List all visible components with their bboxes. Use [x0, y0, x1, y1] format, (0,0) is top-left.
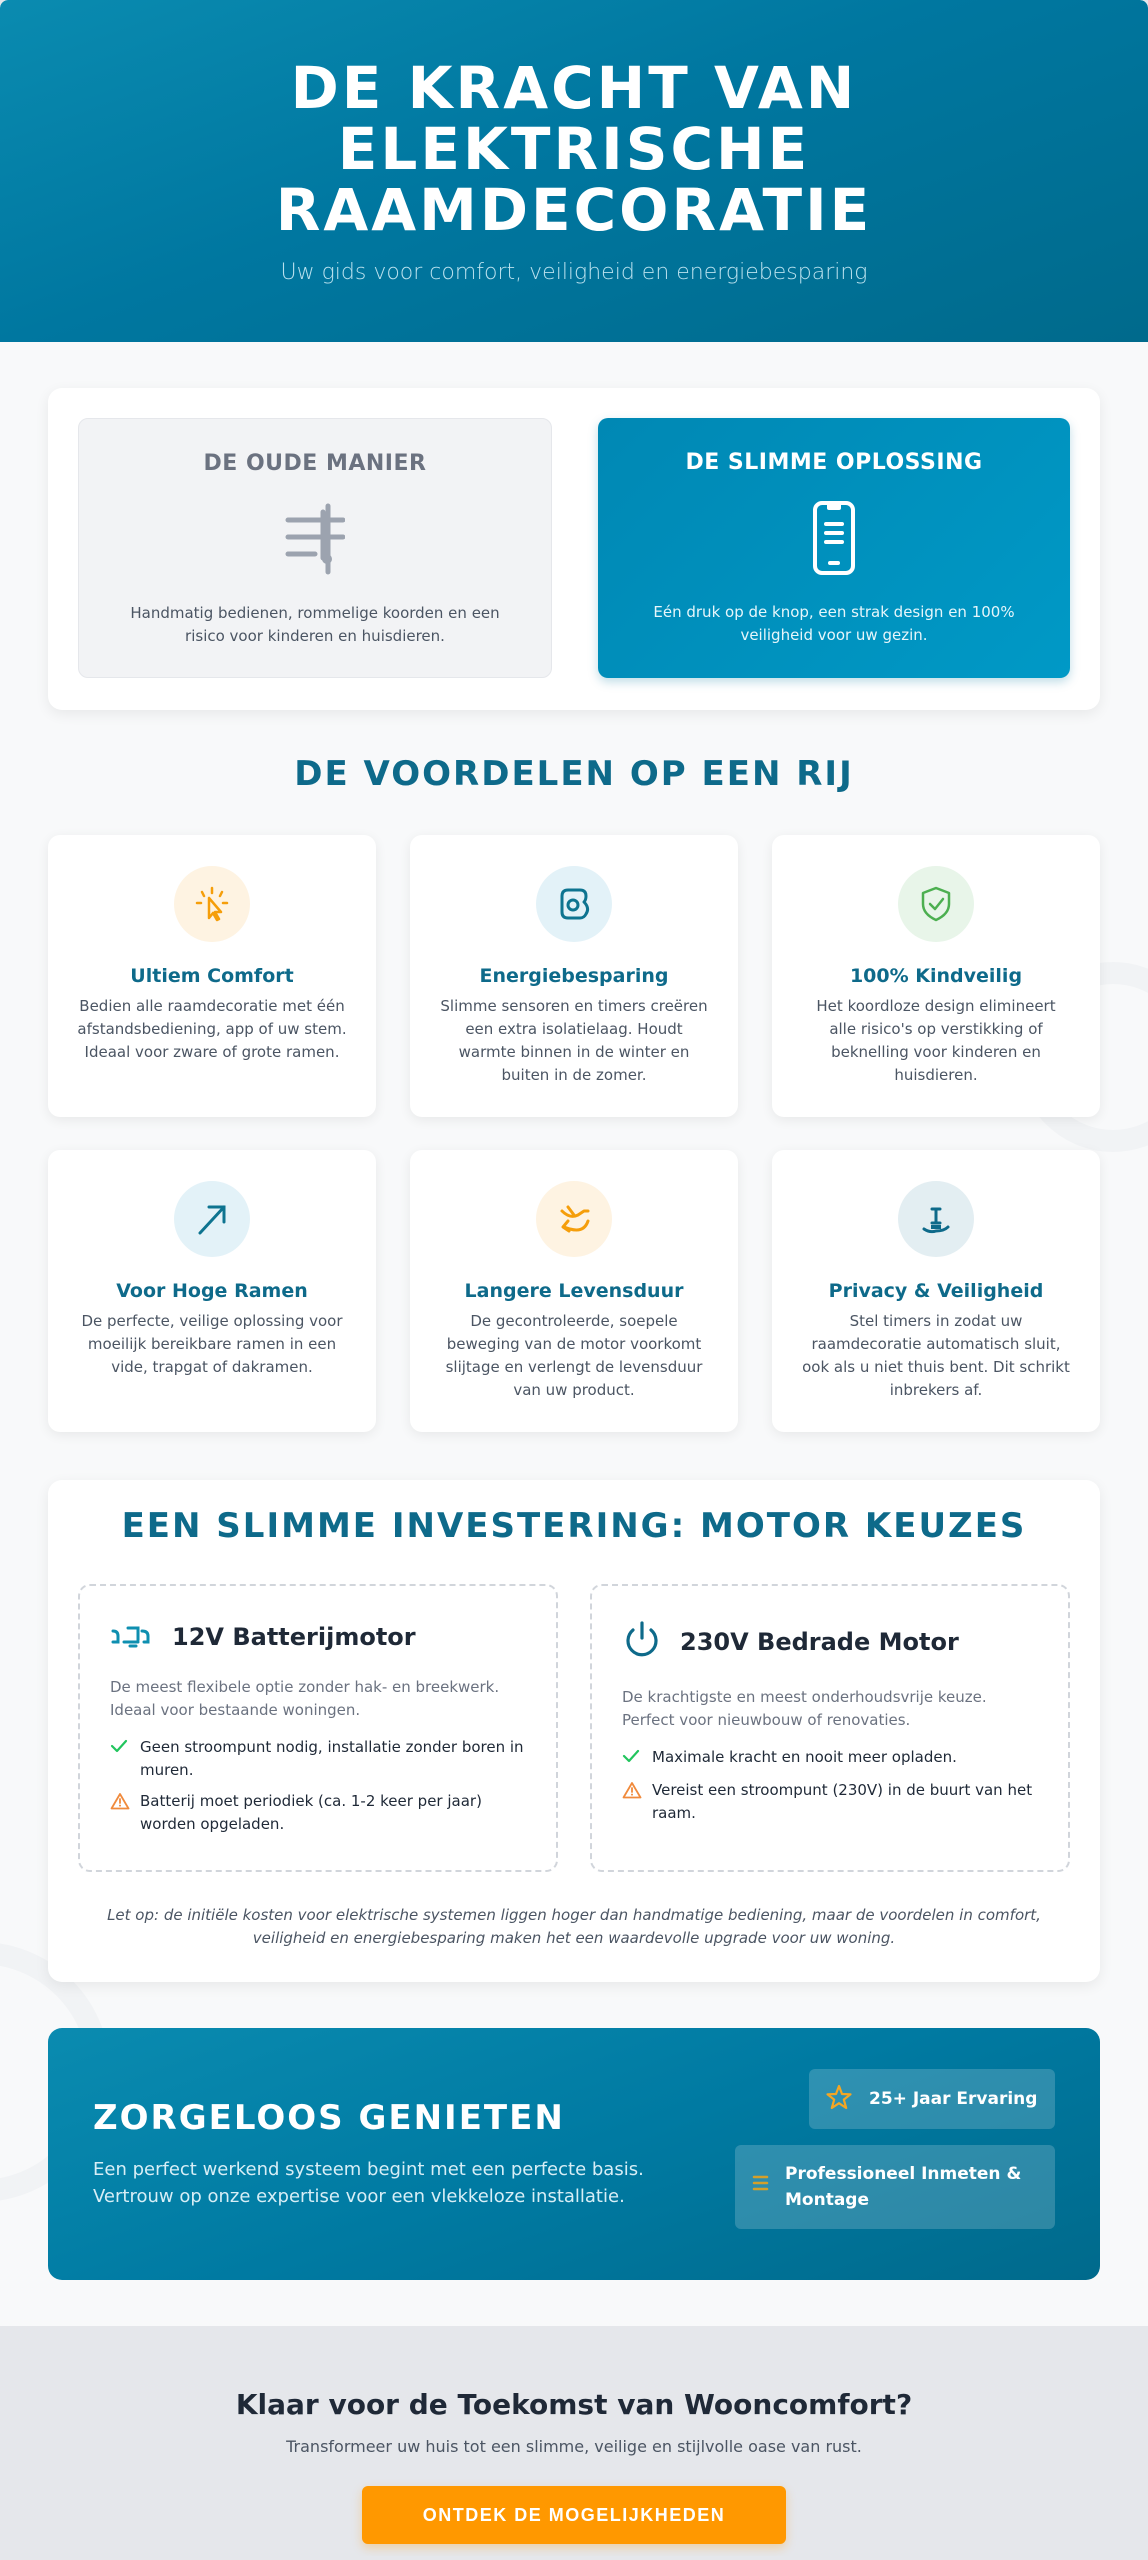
motor-title: 12V Batterijmotor — [172, 1623, 416, 1651]
cta-subtitle: Transformeer uw huis tot een slimme, veilige en stijlvolle oase van rust. — [286, 2437, 862, 2456]
benefit-card — [772, 1150, 1100, 1432]
cords-icon — [79, 494, 551, 584]
hand-lock-icon — [898, 1181, 974, 1257]
battery-icon — [110, 1620, 154, 1654]
installation-badge: Professioneel Inmeten & Montage — [735, 2145, 1055, 2229]
carefree-title: ZORGELOOS GENIETEN — [93, 2098, 565, 2138]
comparison-card — [48, 388, 1100, 710]
motor-option-battery — [78, 1584, 558, 1872]
hero-subtitle: Uw gids voor comfort, veiligheid en energiebesparing — [280, 260, 868, 285]
hero-title: DE KRACHT VAN ELEKTRISCHE RAAMDECORATIE — [275, 54, 873, 244]
motor-con: Batterij moet periodiek (ca. 1-2 keer per jaar) worden opgeladen. — [110, 1790, 526, 1836]
benefit-card — [48, 1150, 376, 1432]
smart-solution-text: Eén druk op de knop, een strak design en 100% veiligheid voor uw gezin. — [653, 603, 1015, 644]
arrow-up-right-icon — [174, 1181, 250, 1257]
discover-button[interactable]: ONTDEK DE MOGELIJKHEDEN — [362, 2486, 786, 2544]
warning-icon — [110, 1790, 130, 1836]
benefit-text: Bedien alle raamdecoratie met één afstandsbediening, app of uw stem. Ideaal voor zware of grote ramen. — [77, 997, 347, 1061]
benefit-card — [48, 835, 376, 1117]
check-icon — [622, 1746, 642, 1771]
energy-icon — [536, 866, 612, 942]
motor-description: De krachtigste en meest onderhoudsvrije keuze. Perfect voor nieuwbouw of renovaties. — [622, 1688, 987, 1729]
benefit-title: Voor Hoge Ramen — [116, 1280, 308, 1302]
motor-choices-title: EEN SLIMME INVESTERING: MOTOR KEUZES — [121, 1506, 1027, 1546]
cta-title: Klaar voor de Toekomst van Wooncomfort? — [235, 2388, 913, 2421]
motor-options — [78, 1584, 1070, 1872]
hero-banner — [0, 0, 1148, 342]
main-content — [0, 342, 1148, 2326]
cycle-icon — [536, 1181, 612, 1257]
old-way-panel — [78, 418, 552, 678]
click-icon — [174, 866, 250, 942]
smart-solution-title: DE SLIMME OPLOSSING — [685, 450, 983, 475]
ruler-icon — [751, 2171, 771, 2203]
benefit-title: 100% Kindveilig — [849, 965, 1023, 987]
benefit-title: Energiebesparing — [479, 965, 669, 987]
motor-choices-card — [48, 1480, 1100, 1982]
benefit-title: Langere Levensduur — [464, 1280, 684, 1302]
benefit-text: Stel timers in zodat uw raamdecoratie automatisch sluit, ook als u niet thuis bent. Dit schrikt inbrekers af. — [802, 1312, 1070, 1399]
benefit-text: De perfecte, veilige oplossing voor moeilijk bereikbare ramen in een vide, trapgat of dakramen. — [81, 1312, 343, 1376]
benefit-card — [772, 835, 1100, 1117]
power-icon — [622, 1620, 662, 1664]
motor-pro: Maximale kracht en nooit meer opladen. — [622, 1746, 1038, 1771]
old-way-text: Handmatig bedienen, rommelige koorden en een risico voor kinderen en huisdieren. — [130, 604, 500, 645]
carefree-banner — [48, 2028, 1100, 2280]
warning-icon — [622, 1779, 642, 1825]
benefits-grid — [48, 835, 1100, 1432]
old-way-title: DE OUDE MANIER — [203, 451, 427, 476]
benefit-card — [410, 1150, 738, 1432]
check-icon — [110, 1736, 130, 1782]
cost-note: Let op: de initiële kosten voor elektrische systemen liggen hoger dan handmatige bediening, maar de voordelen in comfort, veiligheid en energiebesparing maken het een waardevolle upgrade voor uw woning. — [107, 1906, 1041, 1947]
benefit-text: Het koordloze design elimineert alle risico's op verstikking of beknelling voor kinderen en huisdieren. — [816, 997, 1056, 1084]
carefree-text: Een perfect werkend systeem begint met een perfecte basis. Vertrouw op onze expertise voor een vlekkeloze installatie. — [93, 2159, 644, 2207]
smart-solution-panel — [598, 418, 1070, 678]
shield-check-icon — [898, 866, 974, 942]
call-to-action — [0, 2326, 1148, 2556]
motor-pro: Geen stroompunt nodig, installatie zonder boren in muren. — [110, 1736, 526, 1782]
motor-description: De meest flexibele optie zonder hak- en breekwerk. Ideaal voor bestaande woningen. — [110, 1678, 500, 1719]
smartphone-icon — [598, 493, 1070, 583]
benefits-title: DE VOORDELEN OP EEN RIJ — [294, 754, 854, 794]
motor-con: Vereist een stroompunt (230V) in de buurt van het raam. — [622, 1779, 1038, 1825]
motor-title: 230V Bedrade Motor — [680, 1628, 959, 1656]
benefit-title: Privacy & Veiligheid — [828, 1280, 1044, 1302]
star-icon — [825, 2083, 853, 2116]
experience-badge: 25+ Jaar Ervaring — [809, 2069, 1055, 2129]
benefit-text: De gecontroleerde, soepele beweging van de motor voorkomt slijtage en verlengt de levensduur van uw product. — [445, 1312, 703, 1399]
benefit-card — [410, 835, 738, 1117]
benefit-title: Ultiem Comfort — [130, 965, 294, 987]
motor-option-wired — [590, 1584, 1070, 1872]
benefit-text: Slimme sensoren en timers creëren een extra isolatielaag. Houdt warmte binnen in de winter en buiten in de zomer. — [440, 997, 708, 1084]
